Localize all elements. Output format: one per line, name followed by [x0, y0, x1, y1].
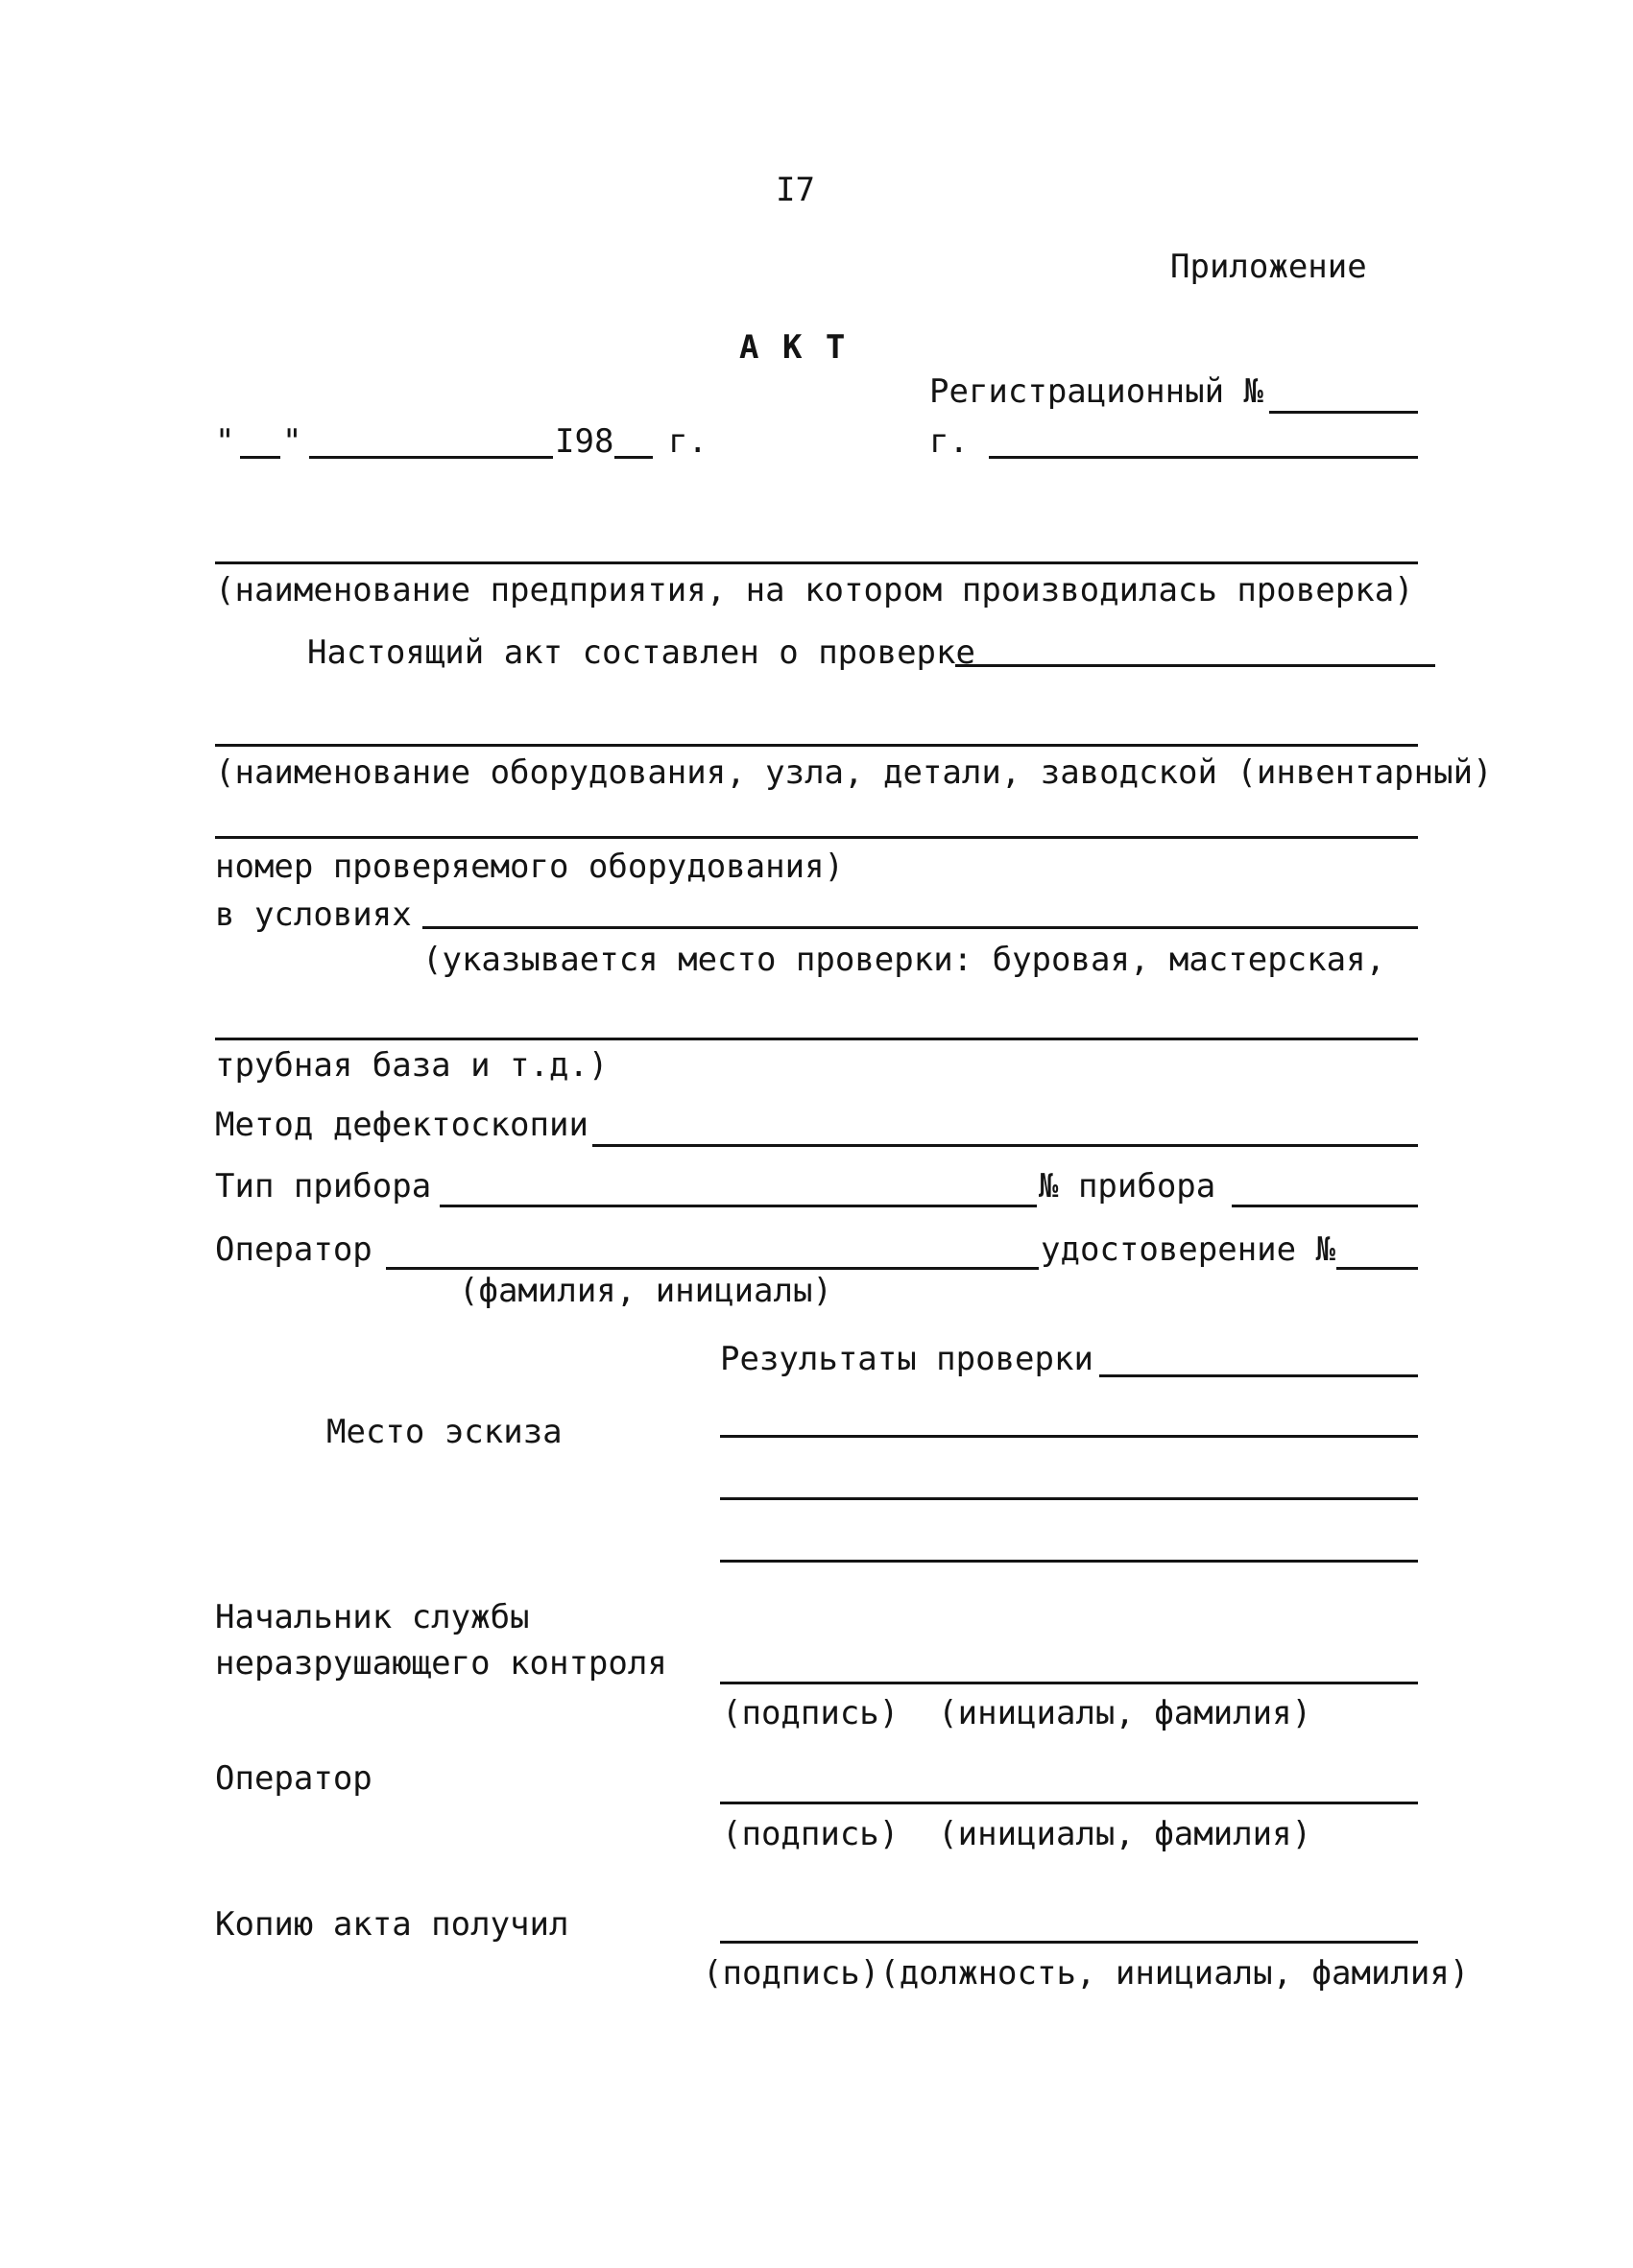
conditions-line-2: [215, 1038, 1418, 1040]
date-year-prefix: I98: [555, 422, 614, 461]
document-title: А К Т: [739, 328, 848, 367]
copy-received-caption: (подпись)(должность, инициалы, фамилия): [703, 1954, 1470, 1993]
inspection-intro: Настоящий акт составлен о проверке: [307, 633, 975, 672]
device-number-line: [1232, 1205, 1418, 1207]
date-year-suffix: г.: [668, 422, 708, 461]
inspection-caption-line2: номер проверяемого оборудования): [215, 848, 845, 886]
results-label: Результаты проверки: [720, 1340, 1093, 1378]
copy-received-line: [720, 1941, 1418, 1944]
head-label-line1: Начальник службы: [215, 1598, 530, 1636]
copy-received-label: Копию акта получил: [215, 1905, 569, 1944]
operator-signature-label: Оператор: [215, 1759, 372, 1798]
operator-label: Оператор: [215, 1230, 372, 1269]
registration-year-line: [989, 456, 1418, 459]
device-type-label: Тип прибора: [215, 1167, 432, 1206]
inspection-line-2: [215, 744, 1418, 747]
method-line: [592, 1144, 1418, 1147]
operator-signature-line: [720, 1802, 1418, 1804]
inspection-caption-line1: (наименование оборудования, узла, детали, заводской (инвентарный): [215, 753, 1493, 792]
conditions-line-1: [422, 926, 1418, 929]
method-label: Метод дефектоскопии: [215, 1106, 588, 1144]
conditions-caption-line1: (указывается место проверки: буровая, мастерская,: [422, 941, 1386, 979]
date-quote-close: ": [282, 422, 302, 461]
date-year-line: [614, 456, 653, 459]
appendix-label: Приложение: [1170, 248, 1367, 286]
operator-certificate-line: [1336, 1267, 1418, 1270]
results-line-4: [720, 1560, 1418, 1563]
operator-certificate-label: удостоверение №: [1041, 1230, 1336, 1269]
date-quote-open: ": [215, 422, 235, 461]
head-label-line2: неразрушающего контроля: [215, 1644, 667, 1683]
date-day-line: [240, 456, 280, 459]
inspection-line-3: [215, 836, 1418, 839]
page-number: I7: [776, 171, 815, 209]
conditions-caption-line2: трубная база и т.д.): [215, 1046, 609, 1085]
inspection-line-1: [955, 664, 1435, 667]
registration-year-label: г.: [929, 422, 969, 461]
enterprise-caption: (наименование предприятия, на котором производилась проверка): [215, 571, 1414, 609]
sketch-label: Место эскиза: [326, 1413, 563, 1451]
device-type-line: [440, 1205, 1037, 1207]
head-signature-line: [720, 1682, 1418, 1684]
date-month-line: [309, 456, 553, 459]
operator-caption: (фамилия, инициалы): [459, 1272, 832, 1310]
registration-number-label: Регистрационный №: [929, 372, 1263, 411]
enterprise-line: [215, 561, 1418, 564]
results-line-2: [720, 1435, 1418, 1438]
operator-signature-caption: (подпись) (инициалы, фамилия): [722, 1815, 1312, 1853]
registration-number-line: [1269, 411, 1418, 414]
results-line-3: [720, 1497, 1418, 1500]
operator-name-line: [386, 1267, 1039, 1270]
device-number-label: № прибора: [1039, 1167, 1216, 1206]
results-line-1: [1099, 1374, 1418, 1377]
head-signature-caption: (подпись) (инициалы, фамилия): [722, 1694, 1312, 1732]
conditions-label: в условиях: [215, 895, 412, 934]
